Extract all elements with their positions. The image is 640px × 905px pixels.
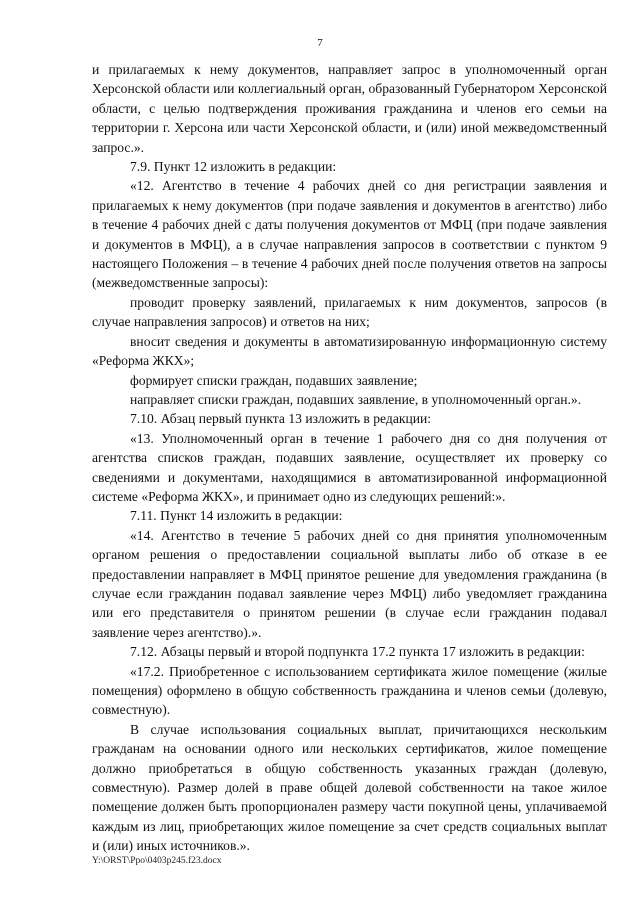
paragraph-amendment-7-9: 7.9. Пункт 12 изложить в редакции: [130,159,337,175]
paragraph-point-13: «13. Уполномоченный орган в течение 1 рабочего дня со дня получения от агентства списков граждан, подавших заявление, осуществляет их проверку со сведениями и документами, находящимися в автоматизированной информационной системе «Реформа ЖКХ», и принимает одно из следующих решений:». [92,430,607,504]
paragraph-amendment-7-10: 7.10. Абзац первый пункта 13 изложить в редакции: [130,411,432,427]
footer-file-path: Y:\ORST\Ppo\0403p245.f23.docx [92,856,222,866]
paragraph-social-payments: В случае использования социальных выплат, причитающихся нескольким гражданам на основании одного или нескольких сертификатов, жилое помещение должно приобретаться в общую собственность указанных граждан (долевую, совместную). Размер долей в праве общей долевой собственности на такое жилое помещение должен быть пропорционален размеру части покупной цены, уплачиваемой каждым из лиц, приобретающих жилое помещение за счет средств социальных выплат и (или) иных источников.». [92,721,607,854]
paragraph-point-14: «14. Агентство в течение 5 рабочих дней со дня принятия уполномоченным органом решения о предоставлении социальной выплаты либо об отказе в ее предоставлении направляет в МФЦ принятое решение для уведомления гражданина (в случае если гражданин подавал заявление через МФЦ) либо уведомляет гражданина или его представителя о принятом решении (в случае если гражданин подавал заявление через агентство).». [92,527,607,640]
paragraph-point-12: «12. Агентство в течение 4 рабочих дней со дня регистрации заявления и прилагаемых к нему документов (при подаче заявления и документов в агентство) либо в течение 4 рабочих дней с даты получения документов от МФЦ (при подаче заявления и документов в МФЦ), а в случае направления запросов в соответствии с пунктом 9 настоящего Положения – в течение 4 рабочих дней после получения ответов на запросы (межведомственные запросы): [92,178,607,291]
page-number: 7 [317,37,323,49]
paragraph-enter-data: вносит сведения и документы в автоматизированную информационную систему «Реформа ЖКХ»; [92,333,607,369]
paragraph-amendment-7-12: 7.12. Абзацы первый и второй подпункта 17.2 пункта 17 изложить в редакции: [130,644,585,660]
paragraph-send-lists: направляет списки граждан, подавших заявление, в уполномоченный орган.». [130,391,582,407]
paragraph-amendment-7-11: 7.11. Пункт 14 изложить в редакции: [130,508,343,524]
paragraph-check-applications: проводит проверку заявлений, прилагаемых к ним документов, запросов (в случае направления запросов) и ответов на них; [92,294,607,330]
paragraph-form-lists: формирует списки граждан, подавших заявление; [130,372,418,388]
document-body [92,60,607,856]
paragraph-continuation: и прилагаемых к нему документов, направляет запрос в уполномоченный орган Херсонской области или коллегиальный орган, образованный Губернатором Херсонской области, с целью подтверждения проживания гражданина и членов его семьи на территории г. Херсона или части Херсонской области, и (или) иной межведомственный запрос.». [92,62,607,155]
paragraph-point-17-2: «17.2. Приобретенное с использованием сертификата жилое помещение (жилые помещения) оформлено в общую собственность гражданина и членов семьи (долевую, совместную). [92,663,607,718]
